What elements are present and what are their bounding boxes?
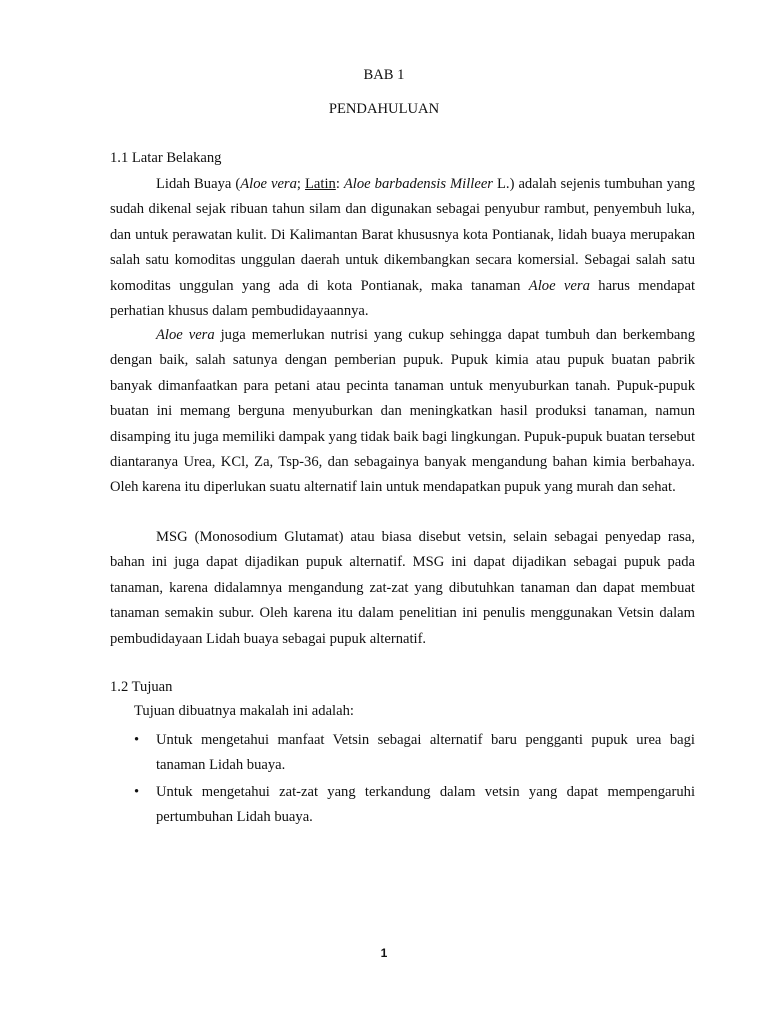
section-title-tujuan: 1.2 Tujuan — [110, 679, 173, 695]
text-segment: harus mendapat perhatian khusus dalam pembudidayaannya. — [110, 277, 695, 320]
text-segment: : — [335, 176, 344, 192]
italic-term: Aloe vera — [528, 277, 590, 294]
italic-term: Aloe barbadensis Milleer — [343, 176, 493, 192]
text-segment: ; — [296, 176, 305, 192]
paragraph-background-3: MSG (Monosodium Glutamat) atau biasa disebut vetsin, selain sebagai penyedap rasa, bahan ini juga dapat dijadikan pupuk alternatif. MSG ini dapat dijadikan sebagai pupuk pada tanaman, karena didalamnya mengandung zat-zat yang dibutuhkan tanaman dan dapat membuat tanaman semakin subur. Oleh karena itu dalam penelitian ini penulis menggunakan Vetsin dalam pembudidayaan Lidah buaya sebagai pupuk alternatif. — [110, 529, 695, 647]
page-number: 1 — [380, 946, 388, 960]
paragraph-background-2 — [110, 323, 695, 501]
list-item — [134, 728, 695, 779]
italic-term: Aloe vera — [156, 327, 215, 343]
list-item-text: Untuk mengetahui zat-zat yang terkandung dalam vetsin yang dapat mempengaruhi pertumbuhan Lidah buaya. — [156, 783, 695, 826]
text-segment: Lidah Buaya ( — [156, 176, 241, 192]
objectives-intro: Tujuan dibuatnya makalah ini adalah: — [134, 703, 354, 719]
paragraph-background-1 — [110, 172, 695, 324]
list-item-text: Untuk mengetahui manfaat Vetsin sebagai alternatif baru pengganti pupuk urea bagi tanaman Lidah buaya. — [156, 732, 695, 774]
chapter-label: BAB 1 — [363, 67, 405, 83]
italic-term: Aloe vera — [240, 176, 297, 192]
bullet-icon: • — [134, 783, 140, 800]
objectives-list — [134, 728, 695, 832]
latin-link[interactable]: Latin — [305, 176, 336, 192]
chapter-title: PENDAHULUAN — [328, 101, 440, 117]
bullet-icon: • — [134, 732, 140, 748]
section-title-latar-belakang: 1.1 Latar Belakang — [110, 150, 222, 166]
text-segment: juga memerlukan nutrisi yang cukup sehingga dapat tumbuh dan berkembang dengan baik, salah satunya dengan pemberian pupuk. Pupuk kimia atau pupuk buatan pabrik banyak dimanfaatkan para petani atau pecinta tanaman untuk menyuburkan tanah. Pupuk-pupuk buatan ini memang berguna menyuburkan dan meningkatkan hasil produksi tanaman, namun disamping itu juga memiliki dampak yang tidak baik bagi lingkungan. Pupuk-pupuk buatan tersebut diantaranya Urea, KCl, Za, Tsp-36, dan sebagainya banyak mengandung bahan kimia berbahaya. Oleh karena itu diperlukan suatu alternatif lain untuk mendapatkan pupuk yang murah dan sehat. — [110, 327, 696, 496]
text-segment: L.) adalah sejenis tumbuhan yang sudah dikenal sejak ribuan tahun silam dan digunakan sebagai penyubur rambut, penyembuh luka, dan untuk perawatan kulit. Di Kalimantan Barat khususnya kota Pontianak, lidah buaya merupakan salah satu komoditas unggulan daerah untuk dikembangkan secara komersial. Sebagai salah satu komoditas unggulan yang ada di kota Pontianak, maka tanaman — [110, 176, 696, 294]
list-item — [134, 780, 695, 831]
